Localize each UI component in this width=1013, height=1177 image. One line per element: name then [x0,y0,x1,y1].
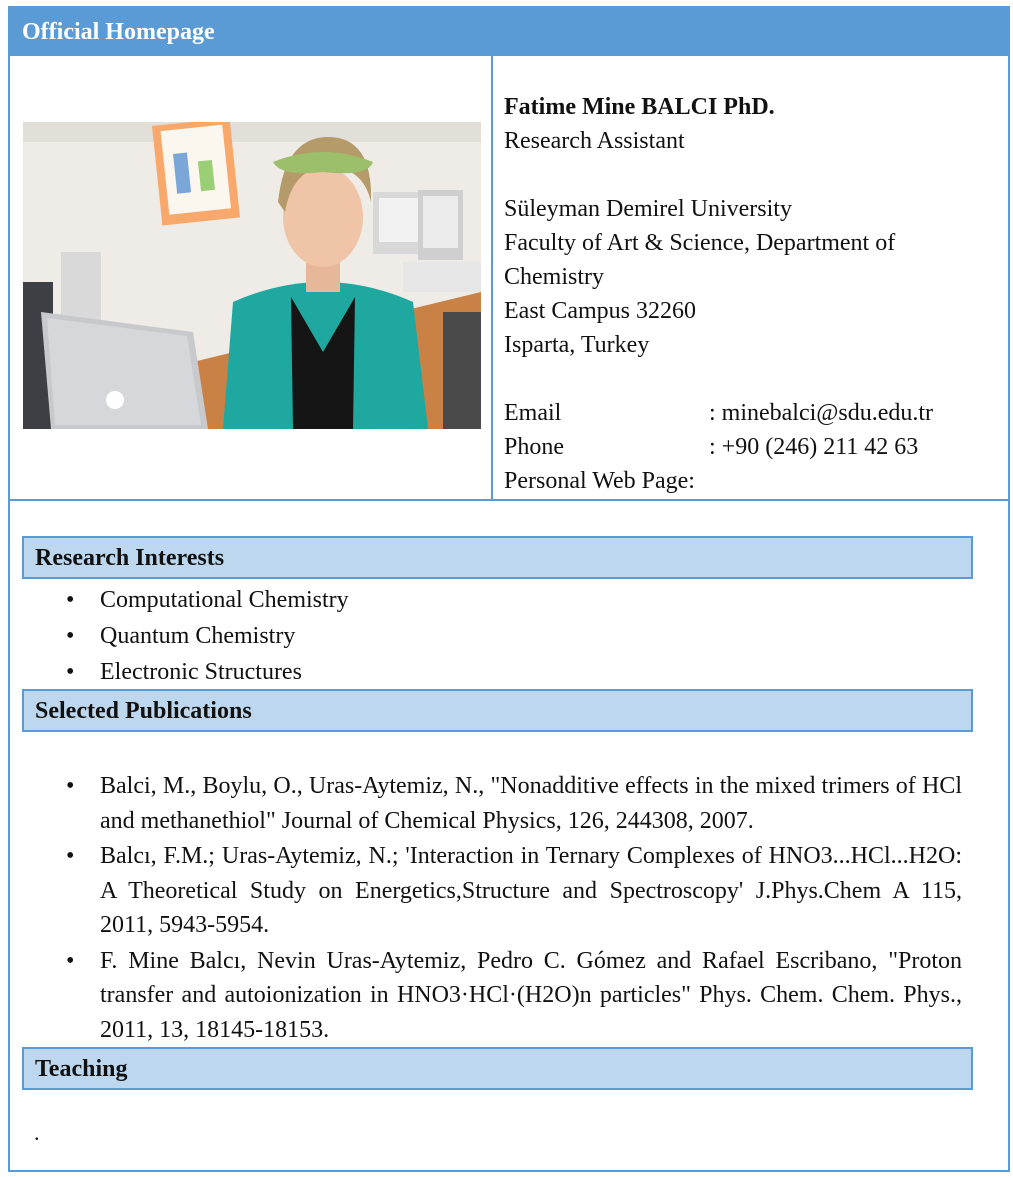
email-label: Email [504,400,562,426]
list-item: • F. Mine Balcı, Nevin Uras-Aytemiz, Pedro C. Gómez and Rafael Escribano, "Proton transfer and autoionization in HNO3·HCl·(H2O)n particles" Phys. Chem. Chem. Phys., 2011, 13, 18145-18153. [10,944,962,1048]
email-row [504,396,994,430]
teaching-heading: Teaching [22,1047,973,1090]
list-item: • Balci, M., Boylu, O., Uras-Aytemiz, N., "Nonadditive effects in the mixed trimers of HCl and methanethiol" Journal of Chemical Physics, 126, 244308, 2007. [10,769,962,838]
homepage-frame [8,6,1010,1172]
phone-label: Phone [504,434,564,460]
research-interests-list [10,582,970,690]
address-line: Isparta, Turkey [504,332,650,358]
list-item: • Quantum Chemistry [10,618,970,654]
phone-row [504,430,994,464]
profile-position: Research Assistant [504,128,685,154]
address-line: Faculty of Art & Science, Department of [504,230,896,256]
profile-photo [23,122,481,429]
page-title: Official Homepage [10,8,1008,56]
address-line: Süleyman Demirel University [504,196,792,222]
web-page-label: Personal Web Page: [504,468,695,494]
address-line: East Campus 32260 [504,298,696,324]
column-divider [491,56,493,499]
address-line: Chemistry [504,264,604,290]
publications-list [10,769,962,1048]
phone-value: : +90 (246) 211 42 63 [709,434,919,460]
teaching-content: . [34,1120,40,1145]
selected-publications-heading: Selected Publications [22,689,973,732]
list-item: • Electronic Structures [10,654,970,690]
profile-photo-illustration [23,122,481,429]
list-item: • Computational Chemistry [10,582,970,618]
profile-name: Fatime Mine BALCI PhD. [504,94,775,120]
profile-section [10,56,1008,501]
list-item: • Balcı, F.M.; Uras-Aytemiz, N.; 'Interaction in Ternary Complexes of HNO3...HCl...H2O: A Theoretical Study on Energetics,Structure and Spectroscopy' J.Phys.Chem A 115, 2011, 5943-5954. [10,839,962,943]
research-interests-heading: Research Interests [22,536,973,579]
email-link[interactable]: : minebalci@sdu.edu.tr [709,400,934,426]
contact-info [504,90,994,498]
